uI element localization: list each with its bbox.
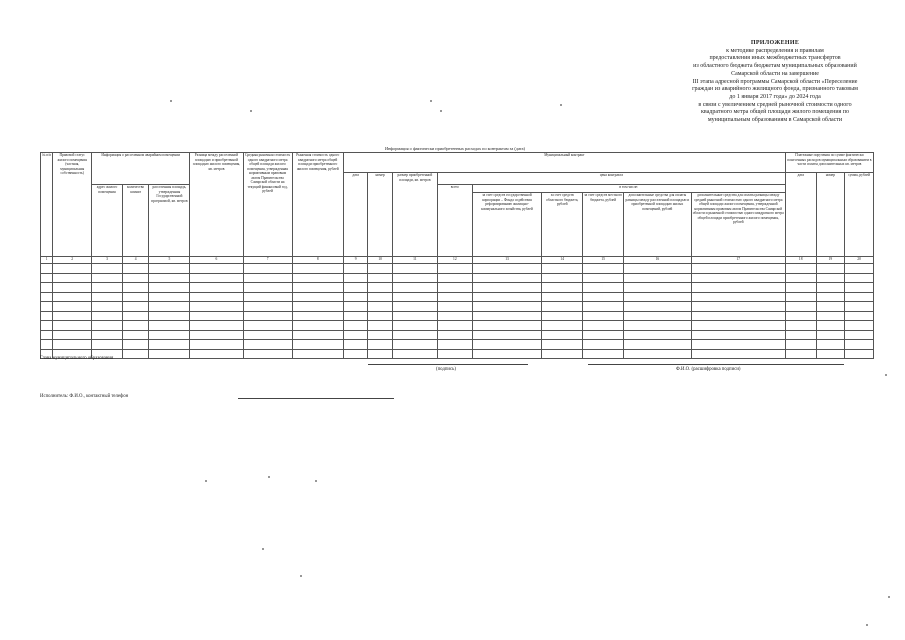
table-cell[interactable] [190, 311, 243, 321]
table-cell[interactable] [583, 292, 624, 302]
table-cell[interactable] [53, 264, 92, 274]
table-cell[interactable] [816, 321, 845, 331]
table-cell[interactable] [437, 273, 472, 283]
table-cell[interactable] [41, 273, 53, 283]
executor-line [238, 398, 394, 399]
col-group-contract-price: цена контракта [437, 173, 785, 185]
table-cell[interactable] [437, 302, 472, 312]
table-cell[interactable] [149, 321, 190, 331]
table-cell[interactable] [190, 264, 243, 274]
table-cell[interactable] [691, 330, 785, 340]
table-cell[interactable] [243, 273, 292, 283]
col-header-fund-source: за счет средств государственной корпорации – Фонда содействия реформированию жилищно-коммунального хозяйства, рублей [472, 193, 542, 257]
table-cell[interactable] [624, 321, 692, 331]
table-cell[interactable] [53, 283, 92, 293]
table-cell[interactable] [816, 292, 845, 302]
header-line: граждан из аварийного жилищного фонда, признанного таковым [692, 86, 858, 93]
table-cell[interactable] [190, 273, 243, 283]
table-cell[interactable] [41, 311, 53, 321]
column-number-cell: 9 [343, 257, 368, 264]
table-row [41, 302, 874, 312]
table-cell[interactable] [368, 349, 393, 359]
table-cell[interactable] [542, 283, 583, 293]
table-cell[interactable] [845, 292, 874, 302]
head-label: Глава муниципального образования [40, 356, 114, 361]
column-number-row [41, 257, 874, 264]
table-cell[interactable] [845, 340, 874, 350]
table-cell[interactable] [785, 311, 816, 321]
table-cell[interactable] [785, 302, 816, 312]
name-line [588, 364, 844, 365]
table-cell[interactable] [583, 302, 624, 312]
table-cell[interactable] [343, 273, 368, 283]
table-cell[interactable] [472, 302, 542, 312]
col-header-resettled-area: расселенная площадь, утвержденная Государственной программой, кв. метров [149, 185, 190, 257]
table-cell[interactable] [392, 321, 437, 331]
table-cell[interactable] [292, 264, 343, 274]
table-cell[interactable] [92, 273, 123, 283]
table-cell[interactable] [122, 330, 149, 340]
col-header-num: № п/п [41, 153, 53, 257]
table-cell[interactable] [92, 340, 123, 350]
table-cell[interactable] [583, 273, 624, 283]
table-cell[interactable] [785, 349, 816, 359]
table-cell[interactable] [243, 283, 292, 293]
col-group-including: в том числе: [472, 185, 785, 193]
scan-speck [885, 374, 887, 376]
col-header-payment-sum: сумма, рублей [845, 173, 874, 257]
table-cell[interactable] [41, 340, 53, 350]
table-cell[interactable] [816, 302, 845, 312]
table-cell[interactable] [624, 340, 692, 350]
scan-speck [262, 548, 264, 550]
table-cell[interactable] [368, 292, 393, 302]
table-cell[interactable] [624, 302, 692, 312]
scan-speck [250, 110, 252, 112]
table-cell[interactable] [472, 349, 542, 359]
column-number-cell: 6 [190, 257, 243, 264]
table-row [41, 292, 874, 302]
table-cell[interactable] [41, 321, 53, 331]
table-cell[interactable] [691, 311, 785, 321]
table-row [41, 273, 874, 283]
column-number-cell: 18 [785, 257, 816, 264]
col-header-acquired-area: размер приобретенной площади, кв. метров [392, 173, 437, 257]
signature-line [368, 364, 528, 365]
column-number-cell: 15 [583, 257, 624, 264]
table-cell[interactable] [190, 340, 243, 350]
table-cell[interactable] [785, 292, 816, 302]
table-cell[interactable] [149, 349, 190, 359]
table-cell[interactable] [292, 330, 343, 340]
table-cell[interactable] [392, 349, 437, 359]
table-cell[interactable] [816, 283, 845, 293]
table-cell[interactable] [122, 283, 149, 293]
col-header-payment-date: дата [785, 173, 816, 257]
col-group-municipal-contract: Муниципальный контракт [343, 153, 785, 173]
table-cell[interactable] [816, 330, 845, 340]
col-header-contract-number: номер [368, 173, 393, 257]
document-header [650, 40, 900, 125]
table-cell[interactable] [392, 283, 437, 293]
column-number-cell: 8 [292, 257, 343, 264]
table-cell[interactable] [542, 340, 583, 350]
column-number-cell: 19 [816, 257, 845, 264]
table-cell[interactable] [392, 302, 437, 312]
table-cell[interactable] [343, 330, 368, 340]
table-row [41, 330, 874, 340]
scan-speck [315, 480, 317, 482]
table-cell[interactable] [472, 292, 542, 302]
table-cell[interactable] [190, 283, 243, 293]
table-cell[interactable] [92, 283, 123, 293]
table-cell[interactable] [542, 302, 583, 312]
table-cell[interactable] [243, 321, 292, 331]
table-cell[interactable] [785, 273, 816, 283]
table-cell[interactable] [583, 311, 624, 321]
scan-speck [866, 624, 868, 626]
column-number-cell: 7 [243, 257, 292, 264]
table-cell[interactable] [92, 264, 123, 274]
table-cell[interactable] [583, 340, 624, 350]
table-cell[interactable] [816, 273, 845, 283]
table-cell[interactable] [243, 292, 292, 302]
table-cell[interactable] [243, 330, 292, 340]
column-number-cell: 12 [437, 257, 472, 264]
column-number-cell: 10 [368, 257, 393, 264]
table-cell[interactable] [785, 330, 816, 340]
table-cell[interactable] [691, 302, 785, 312]
table-cell[interactable] [343, 292, 368, 302]
column-number-cell: 11 [392, 257, 437, 264]
table-cell[interactable] [392, 264, 437, 274]
table-cell[interactable] [624, 283, 692, 293]
table-cell[interactable] [624, 349, 692, 359]
table-cell[interactable] [53, 330, 92, 340]
table-cell[interactable] [392, 311, 437, 321]
table-cell[interactable] [343, 349, 368, 359]
table-cell[interactable] [845, 311, 874, 321]
table-cell[interactable] [92, 321, 123, 331]
table-row [41, 311, 874, 321]
table-cell[interactable] [691, 264, 785, 274]
table-cell[interactable] [691, 321, 785, 331]
table-cell[interactable] [437, 330, 472, 340]
column-number-cell: 3 [92, 257, 123, 264]
table-cell[interactable] [785, 321, 816, 331]
header-line: квадратного метра общей площади жилого помещения по [700, 109, 850, 116]
table-cell[interactable] [292, 273, 343, 283]
table-cell[interactable] [368, 340, 393, 350]
scan-speck [300, 575, 302, 577]
table-cell[interactable] [624, 273, 692, 283]
table-row [41, 264, 874, 274]
table-cell[interactable] [53, 302, 92, 312]
table-cell[interactable] [583, 264, 624, 274]
header-line: предоставления иных межбюджетных трансфертов [709, 55, 841, 62]
table-cell[interactable] [122, 302, 149, 312]
table-cell[interactable] [437, 292, 472, 302]
table-cell[interactable] [292, 321, 343, 331]
table-cell[interactable] [845, 273, 874, 283]
table-cell[interactable] [243, 302, 292, 312]
table-cell[interactable] [785, 283, 816, 293]
table-cell[interactable] [583, 330, 624, 340]
table-cell[interactable] [542, 311, 583, 321]
table-row [41, 283, 874, 293]
table-cell[interactable] [845, 349, 874, 359]
col-header-local-budget: за счет средств местного бюджета, рублей [583, 193, 624, 257]
table-cell[interactable] [845, 321, 874, 331]
col-group-resettled-info: Информация о расселенном аварийном помещении [92, 153, 190, 185]
table-cell[interactable] [122, 349, 149, 359]
table-cell[interactable] [53, 311, 92, 321]
table-cell[interactable] [292, 349, 343, 359]
table-cell[interactable] [92, 330, 123, 340]
table-cell[interactable] [343, 302, 368, 312]
header-line: Самарской области на завершение [731, 70, 819, 77]
table-cell[interactable] [243, 340, 292, 350]
table-cell[interactable] [845, 330, 874, 340]
table-caption: Информация о фактически приобретенных расходах по контрактам за (дата) [384, 146, 526, 151]
table-cell[interactable] [472, 264, 542, 274]
table-cell[interactable] [292, 302, 343, 312]
table-cell[interactable] [816, 311, 845, 321]
table-cell[interactable] [845, 302, 874, 312]
table-cell[interactable] [691, 292, 785, 302]
scan-speck [440, 110, 442, 112]
table-cell[interactable] [92, 311, 123, 321]
table-cell[interactable] [41, 264, 53, 274]
col-header-extra-area-funds: дополнительные средства для оплаты разницы между расселенной площадью и приобретенной площадью жилых помещений, рублей [624, 193, 692, 257]
table-cell[interactable] [190, 330, 243, 340]
col-header-payment-number: номер [816, 173, 845, 257]
header-line: из областного бюджета бюджетам муниципальных образований [693, 63, 857, 70]
table-cell[interactable] [53, 273, 92, 283]
table-cell[interactable] [53, 321, 92, 331]
table-cell[interactable] [583, 321, 624, 331]
column-number-cell: 5 [149, 257, 190, 264]
table-cell[interactable] [343, 321, 368, 331]
table-cell[interactable] [243, 311, 292, 321]
table-cell[interactable] [542, 349, 583, 359]
table-cell[interactable] [149, 340, 190, 350]
table-cell[interactable] [691, 273, 785, 283]
table-cell[interactable] [691, 283, 785, 293]
table-cell[interactable] [542, 321, 583, 331]
table-cell[interactable] [624, 292, 692, 302]
table-cell[interactable] [122, 321, 149, 331]
header-line: к методике распределения и правилам [726, 47, 824, 54]
table-cell[interactable] [437, 349, 472, 359]
table-cell[interactable] [845, 283, 874, 293]
table-cell[interactable] [190, 321, 243, 331]
col-header-avg-market-price: Средняя рыночная стоимость одного квадратного метра общей площади жилого помещения, утвержденная нормативным правовым актом Правительства Самарской области на текущий финансовый год, рублей [243, 153, 292, 257]
col-header-regional-budget: за счет средств областного бюджета, рублей [542, 193, 583, 257]
column-number-cell: 1 [41, 257, 53, 264]
col-header-address: адрес жилого помещения [92, 185, 123, 257]
table-cell[interactable] [392, 273, 437, 283]
table-cell[interactable] [542, 292, 583, 302]
table-cell[interactable] [41, 330, 53, 340]
table-cell[interactable] [343, 311, 368, 321]
column-number-cell: 16 [624, 257, 692, 264]
table-cell[interactable] [785, 264, 816, 274]
sign-hint: (подпись) [436, 367, 456, 372]
column-number-cell: 17 [691, 257, 785, 264]
column-number-cell: 14 [542, 257, 583, 264]
table-cell[interactable] [583, 349, 624, 359]
col-header-price-total: всего [437, 185, 472, 257]
table-cell[interactable] [437, 321, 472, 331]
table-cell[interactable] [92, 302, 123, 312]
table-cell[interactable] [785, 340, 816, 350]
scan-speck [888, 596, 890, 598]
table-cell[interactable] [149, 330, 190, 340]
table-cell[interactable] [392, 292, 437, 302]
table-cell[interactable] [691, 340, 785, 350]
table-cell[interactable] [542, 330, 583, 340]
header-line: в связи с увеличением средней рыночной стоимости одного [698, 101, 852, 108]
table-row [41, 321, 874, 331]
scan-speck [560, 104, 562, 106]
column-number-cell: 13 [472, 257, 542, 264]
table-cell[interactable] [343, 340, 368, 350]
table-cell[interactable] [437, 311, 472, 321]
col-group-payment-orders: Платежные поручения по сумме фактически понесенных расходов муниципальным образованием в части оплаты дополнительных кв. метров [785, 153, 873, 173]
col-header-extra-price-funds: дополнительные средства для оплаты разницы между средней рыночной стоимостью одного квадратного метра общей площади жилого помещения, утвержденной нормативным правовым актом Правительства Самарской области и рыночной стоимостью одного квадратного метра общей площади приобретенного жилого помещения, рублей [691, 193, 785, 257]
table-cell[interactable] [368, 283, 393, 293]
table-cell[interactable] [53, 340, 92, 350]
table-cell[interactable] [472, 283, 542, 293]
table-cell[interactable] [437, 340, 472, 350]
table-cell[interactable] [437, 264, 472, 274]
table-cell[interactable] [368, 321, 393, 331]
table-cell[interactable] [149, 264, 190, 274]
header-line: III этапа адресной программы Самарской области «Переселение [692, 78, 858, 85]
table-cell[interactable] [122, 273, 149, 283]
table-cell[interactable] [392, 340, 437, 350]
header-line: до 1 января 2017 года» до 2024 года [729, 93, 821, 100]
table-cell[interactable] [845, 264, 874, 274]
table-cell[interactable] [542, 273, 583, 283]
table-cell[interactable] [392, 330, 437, 340]
table-row [41, 349, 874, 359]
table-cell[interactable] [41, 292, 53, 302]
table-cell[interactable] [816, 340, 845, 350]
col-header-market-price: Рыночная стоимость одного квадратного метра общей площади приобретенного жилого помещения, рублей [292, 153, 343, 257]
table-cell[interactable] [368, 330, 393, 340]
table-cell[interactable] [190, 292, 243, 302]
col-header-area-difference: Разница между расселенной площадью и приобретенной площадью жилого помещения, кв. метров [190, 153, 243, 257]
table-cell[interactable] [368, 273, 393, 283]
column-number-cell: 4 [122, 257, 149, 264]
col-header-legal-status: Правовой статус жилого помещения (частная, муниципальная собственность) [53, 153, 92, 257]
table-cell[interactable] [691, 349, 785, 359]
table-cell[interactable] [149, 302, 190, 312]
table-cell[interactable] [41, 283, 53, 293]
table-cell[interactable] [190, 349, 243, 359]
table-cell[interactable] [122, 311, 149, 321]
table-cell[interactable] [53, 292, 92, 302]
table-cell[interactable] [542, 264, 583, 274]
table-cell[interactable] [149, 311, 190, 321]
table-cell[interactable] [368, 311, 393, 321]
col-header-rooms: количество комнат [122, 185, 149, 257]
document-title: ПРИЛОЖЕНИЕ [750, 40, 800, 46]
table-cell[interactable] [190, 302, 243, 312]
table-cell[interactable] [816, 349, 845, 359]
table-cell[interactable] [472, 321, 542, 331]
table-cell[interactable] [437, 283, 472, 293]
table-cell[interactable] [122, 340, 149, 350]
executor-label: Исполнитель: Ф.И.О., контактный телефон [40, 394, 129, 399]
table-cell[interactable] [816, 264, 845, 274]
table-row [41, 340, 874, 350]
header-line: муниципальным образованиям в Самарской области [707, 117, 843, 124]
table-cell[interactable] [122, 292, 149, 302]
col-header-contract-date: дата [343, 173, 368, 257]
table-cell[interactable] [624, 330, 692, 340]
table-cell[interactable] [472, 311, 542, 321]
table-cell[interactable] [41, 302, 53, 312]
table-cell[interactable] [343, 283, 368, 293]
table-cell[interactable] [122, 264, 149, 274]
table-cell[interactable] [368, 302, 393, 312]
table-cell[interactable] [243, 264, 292, 274]
table-cell[interactable] [243, 349, 292, 359]
table-cell[interactable] [149, 283, 190, 293]
table-cell[interactable] [292, 283, 343, 293]
scan-speck [268, 476, 270, 478]
table-cell[interactable] [624, 264, 692, 274]
table-cell[interactable] [149, 273, 190, 283]
table-cell[interactable] [624, 311, 692, 321]
table-cell[interactable] [292, 340, 343, 350]
table-cell[interactable] [368, 264, 393, 274]
table-cell[interactable] [149, 292, 190, 302]
table-cell[interactable] [292, 292, 343, 302]
scan-speck [205, 480, 207, 482]
table-cell[interactable] [583, 283, 624, 293]
table-cell[interactable] [292, 311, 343, 321]
scan-speck [170, 100, 172, 102]
report-table [40, 152, 874, 359]
table-cell[interactable] [472, 340, 542, 350]
table-cell[interactable] [472, 330, 542, 340]
scan-speck [430, 100, 432, 102]
column-number-cell: 20 [845, 257, 874, 264]
name-hint: Ф.И.О. (расшифровка подписи) [676, 367, 741, 372]
table-cell[interactable] [343, 264, 368, 274]
column-number-cell: 2 [53, 257, 92, 264]
table-cell[interactable] [472, 273, 542, 283]
table-cell[interactable] [92, 292, 123, 302]
